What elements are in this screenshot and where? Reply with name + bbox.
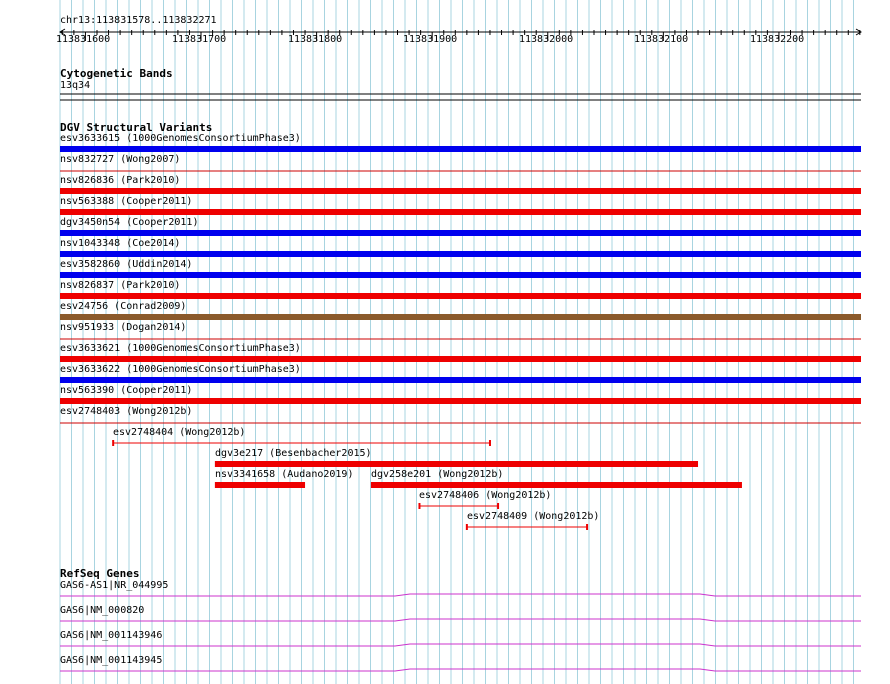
ruler-tick-label: 113831600	[56, 34, 111, 45]
location-label: chr13:113831578..113832271	[60, 15, 217, 26]
track-title-dgv[interactable]: DGV Structural Variants	[60, 121, 213, 134]
dgv-row-label: esv3633615 (1000GenomesConsortiumPhase3)	[60, 133, 301, 144]
dgv-row-label: nsv826836 (Park2010)	[60, 175, 181, 186]
refseq-gene-line	[60, 644, 861, 646]
dgv-row-label: esv2748403 (Wong2012b)	[60, 406, 193, 417]
refseq-gene-label: GAS6|NM_000820	[60, 605, 145, 616]
dgv-row-label: nsv826837 (Park2010)	[60, 280, 181, 291]
track-title-cytoband[interactable]: Cytogenetic Bands	[60, 67, 173, 80]
refseq-gene-line	[60, 669, 861, 671]
refseq-gene-line	[60, 594, 861, 596]
ruler-tick-label: 113832200	[750, 34, 805, 45]
dgv-row-label: nsv951933 (Dogan2014)	[60, 322, 187, 333]
refseq-gene-label: GAS6-AS1|NR_044995	[60, 580, 169, 591]
ruler-tick-label: 113832000	[519, 34, 574, 45]
dgv-row-label: esv3633621 (1000GenomesConsortiumPhase3)	[60, 343, 301, 354]
dgv-row-label: esv3582860 (Uddin2014)	[60, 259, 193, 270]
dgv-row-label: nsv563388 (Cooper2011)	[60, 196, 193, 207]
dgv-row-label: esv3633622 (1000GenomesConsortiumPhase3)	[60, 364, 301, 375]
dgv-partial-label: esv2748404 (Wong2012b)	[113, 427, 246, 438]
dgv-partial-label: dgv258e201 (Wong2012b)	[371, 469, 504, 480]
ruler-tick-label: 113831800	[288, 34, 343, 45]
ruler-tick-label: 113832100	[634, 34, 689, 45]
dgv-row-label: dgv3450n54 (Cooper2011)	[60, 217, 199, 228]
dgv-row-label: nsv563390 (Cooper2011)	[60, 385, 193, 396]
refseq-gene-label: GAS6|NM_001143945	[60, 655, 163, 666]
dgv-partial-label: esv2748406 (Wong2012b)	[419, 490, 552, 501]
dgv-partial-label: nsv3341658 (Audano2019)	[215, 469, 354, 480]
dgv-partial-label: esv2748409 (Wong2012b)	[467, 511, 600, 522]
dgv-row-label: nsv832727 (Wong2007)	[60, 154, 181, 165]
ruler-tick-label: 113831700	[172, 34, 227, 45]
dgv-row-label: nsv1043348 (Coe2014)	[60, 238, 181, 249]
ruler-tick-label: 113831900	[403, 34, 458, 45]
cytoband-label: 13q34	[60, 80, 91, 91]
dgv-row-label: esv24756 (Conrad2009)	[60, 301, 187, 312]
refseq-gene-line	[60, 619, 861, 621]
track-title-refseq[interactable]: RefSeq Genes	[60, 567, 140, 580]
dgv-partial-label: dgv3e217 (Besenbacher2015)	[215, 448, 372, 459]
refseq-gene-label: GAS6|NM_001143946	[60, 630, 163, 641]
